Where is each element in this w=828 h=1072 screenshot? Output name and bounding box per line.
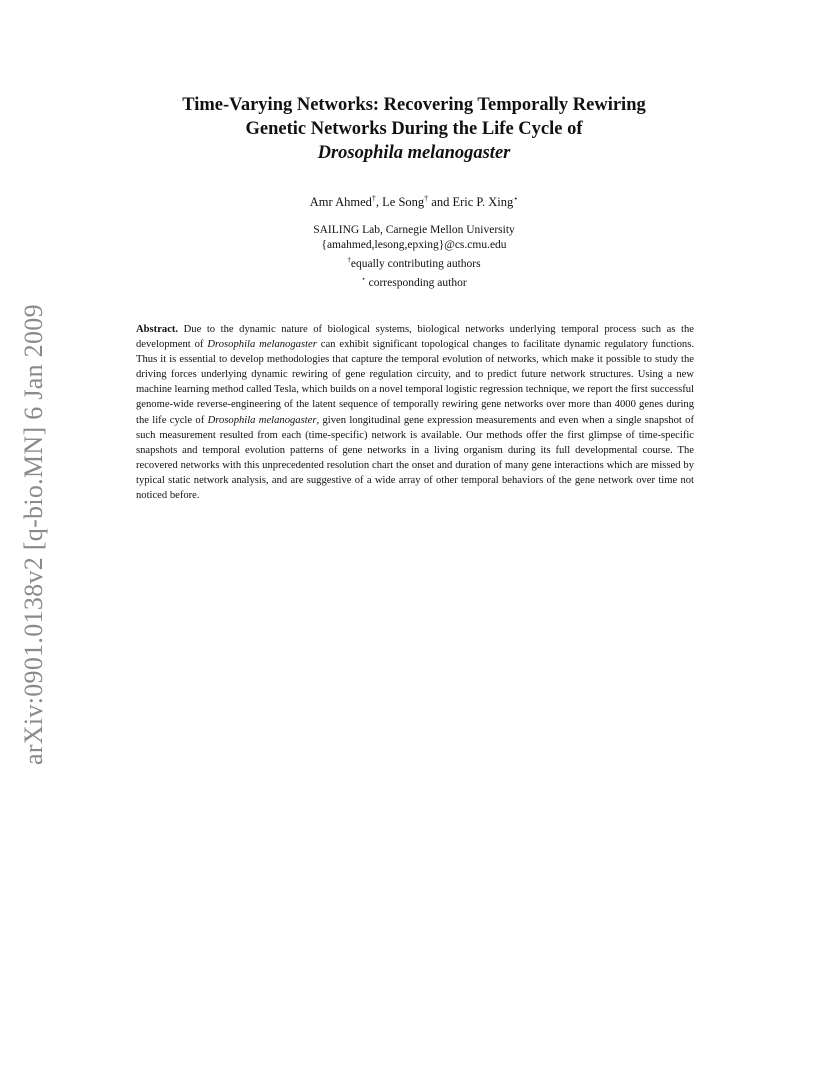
author-name: Le Song bbox=[382, 195, 425, 210]
abstract-paragraph bbox=[136, 322, 694, 503]
abstract-text-1: Due to the dynamic nature of biological systems, biological networks underlying temporal process such as the development of bbox=[136, 324, 694, 351]
arxiv-identifier-stamp bbox=[19, 285, 48, 765]
abstract-species-2: Drosophila melanogaster bbox=[207, 414, 317, 426]
abstract-text-3: , given longitudinal gene expression measurements and even when a single snapshot of such measurement resulted from each (time-specific) network is available. Our methods offer the first glimpse of time-specific snapshots and temporal evolution patterns of gene networks in a living organism during its full developmental course. The recovered networks with this unprecedented resolution chart the onset and duration of many gene interactions which are missed by typical static network analysis, and are suggestive of a wide array of other temporal behaviors of the gene network over time not noticed before. bbox=[136, 414, 694, 502]
author-separator: , bbox=[375, 195, 383, 210]
author-list bbox=[200, 194, 628, 210]
paper-title bbox=[110, 93, 718, 165]
equal-note-text: equally contributing authors bbox=[350, 257, 481, 270]
abstract-species-1: Drosophila melanogaster bbox=[207, 339, 317, 351]
author-separator: and bbox=[428, 195, 453, 210]
corresponding-note-text: corresponding author bbox=[365, 276, 467, 289]
arxiv-id-text: arXiv:0901.0138v2 [q-bio.MN] 6 Jan 2009 bbox=[19, 304, 48, 765]
title-line-2: Genetic Networks During the Life Cycle of bbox=[245, 119, 583, 139]
author-name: Amr Ahmed bbox=[309, 195, 372, 210]
email-addresses: {amahmed,lesong,epxing}@cs.cmu.edu bbox=[321, 239, 507, 251]
author-name: Eric P. Xing bbox=[452, 195, 514, 210]
title-line-3 bbox=[110, 141, 718, 165]
title-line-1: Time-Varying Networks: Recovering Temporally Rewiring bbox=[182, 95, 646, 115]
title-species: Drosophila melanogaster bbox=[317, 143, 511, 163]
abstract-text-2: can exhibit significant topological changes to facilitate dynamic regulatory functions. Thus it is essential to develop methodologies that capture the temporal evolution of networks, which make it possible to study the driving forces underlying dynamic rewiring of gene regulation circuity, and to predict future network structures. Using a new machine learning method called Tesla, which builds on a novel temporal logistic regression technique, we report the first successful genome-wide reverse-engineering of the latent sequence of temporally rewiring gene networks over more than 4000 genes during the life cycle of bbox=[136, 339, 695, 426]
author-mark: † bbox=[371, 194, 376, 203]
dagger-mark: † bbox=[347, 256, 351, 264]
abstract-label: Abstract. bbox=[136, 324, 179, 335]
author-mark: ⋆ bbox=[513, 194, 519, 203]
affiliation-block bbox=[200, 223, 628, 291]
lab-name: SAILING Lab, Carnegie Mellon University bbox=[313, 224, 515, 236]
star-mark: ⋆ bbox=[361, 274, 366, 283]
corresponding-author-note bbox=[200, 272, 628, 291]
author-mark: † bbox=[424, 194, 429, 203]
equal-contribution-note bbox=[200, 253, 628, 272]
